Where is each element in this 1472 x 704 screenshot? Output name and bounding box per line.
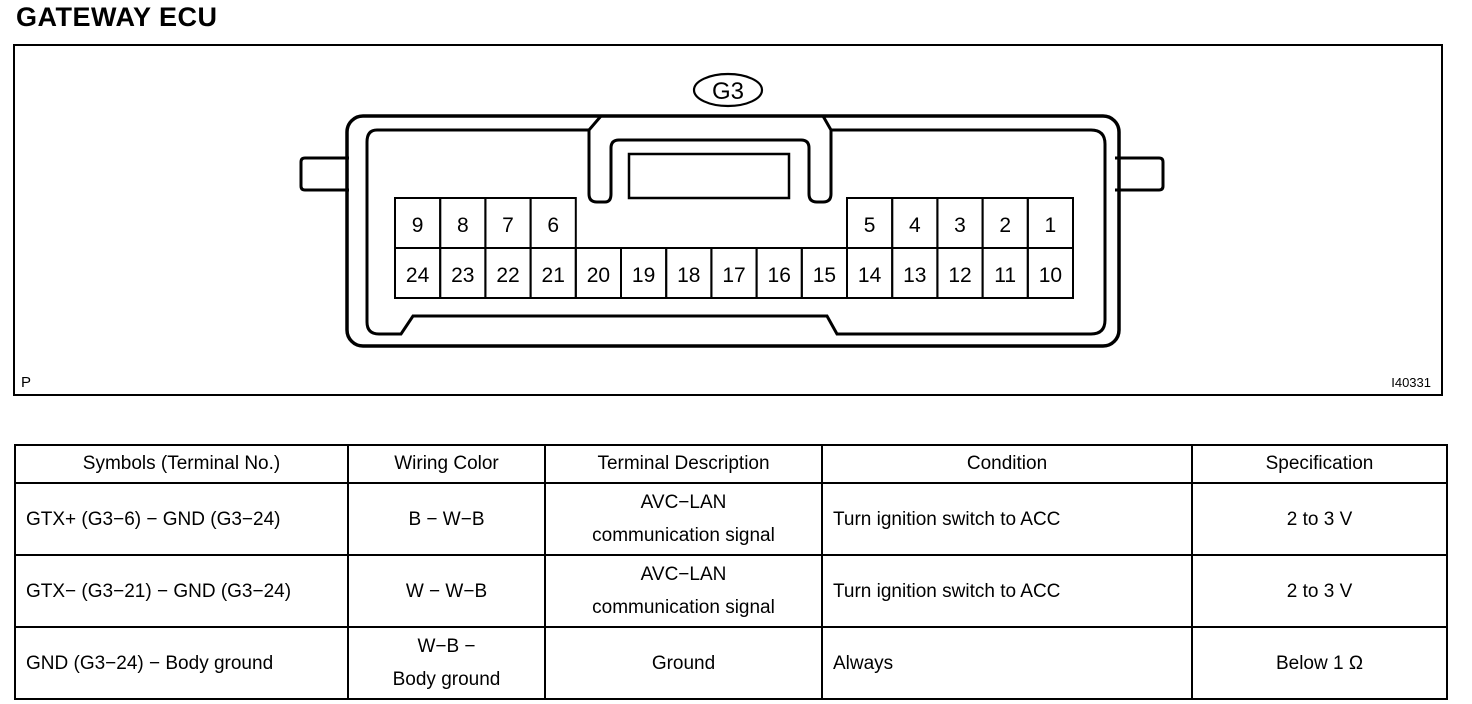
cell-specification: Below 1 Ω: [1192, 627, 1447, 699]
terminal-number-18: 18: [677, 264, 701, 287]
cell-wiring-color: W − W−B: [348, 555, 545, 627]
connector-label: G3: [711, 78, 745, 105]
terminal-number-20: 20: [586, 264, 611, 287]
connector-housing-inner: [367, 130, 1105, 334]
cell-specification: 2 to 3 V: [1192, 483, 1447, 555]
header-condition: Condition: [822, 445, 1192, 483]
terminal-number-22: 22: [496, 264, 520, 287]
cell-symbol: GTX+ (G3−6) − GND (G3−24): [15, 483, 348, 555]
terminal-row-top-right: [847, 198, 1073, 248]
terminal-number-12: 12: [948, 264, 972, 287]
right-latch-tab: [1115, 158, 1163, 190]
terminal-spec-table: [14, 444, 1448, 700]
cell-condition: Always: [822, 627, 1192, 699]
connector-diagram: [13, 44, 1443, 396]
cell-description: Ground: [545, 627, 822, 699]
terminal-number-16: 16: [767, 264, 791, 287]
terminal-number-24: 24: [405, 264, 430, 287]
corner-mark: P: [21, 374, 32, 391]
terminal-number-19: 19: [631, 264, 656, 287]
cell-condition: Turn ignition switch to ACC: [822, 555, 1192, 627]
header-specification: Specification: [1192, 445, 1447, 483]
terminal-row-bottom: [395, 248, 1073, 298]
terminal-number-5: 5: [863, 214, 876, 237]
terminal-number-1: 1: [1044, 214, 1057, 237]
header-wiring-color: Wiring Color: [348, 445, 545, 483]
terminal-number-13: 13: [903, 264, 927, 287]
header-terminal-description: Terminal Description: [545, 445, 822, 483]
table-row: [15, 555, 1447, 627]
terminal-number-3: 3: [954, 214, 966, 237]
terminal-row-top-left: [395, 198, 576, 248]
cell-condition: Turn ignition switch to ACC: [822, 483, 1192, 555]
terminal-number-2: 2: [999, 214, 1012, 237]
terminal-number-7: 7: [502, 214, 514, 237]
terminal-number-4: 4: [908, 214, 921, 237]
table-row: [15, 627, 1447, 699]
table-row: [15, 483, 1447, 555]
terminal-number-10: 10: [1038, 264, 1063, 287]
header-symbols: Symbols (Terminal No.): [15, 445, 348, 483]
cell-symbol: GND (G3−24) − Body ground: [15, 627, 348, 699]
connector-drawing: [15, 46, 1445, 398]
terminal-number-6: 6: [547, 214, 560, 237]
cell-description: AVC−LAN communication signal: [545, 555, 822, 627]
terminal-number-15: 15: [812, 264, 837, 287]
terminal-number-23: 23: [451, 264, 475, 287]
cell-specification: 2 to 3 V: [1192, 555, 1447, 627]
terminal-number-17: 17: [722, 264, 746, 287]
table-header-row: [15, 445, 1447, 483]
cell-wiring-color: W−B − Body ground: [348, 627, 545, 699]
lock-window: [629, 154, 789, 198]
terminal-number-21: 21: [541, 264, 565, 287]
terminal-number-14: 14: [857, 264, 882, 287]
key-notch-outer: [589, 116, 831, 130]
figure-id: I40331: [1391, 375, 1431, 390]
page-title: GATEWAY ECU: [16, 2, 218, 32]
terminal-number-9: 9: [411, 214, 424, 237]
cell-wiring-color: B − W−B: [348, 483, 545, 555]
terminal-number-8: 8: [456, 214, 469, 237]
cell-description: AVC−LAN communication signal: [545, 483, 822, 555]
left-latch-tab: [301, 158, 349, 190]
terminal-number-11: 11: [994, 264, 1017, 287]
cell-symbol: GTX− (G3−21) − GND (G3−24): [15, 555, 348, 627]
